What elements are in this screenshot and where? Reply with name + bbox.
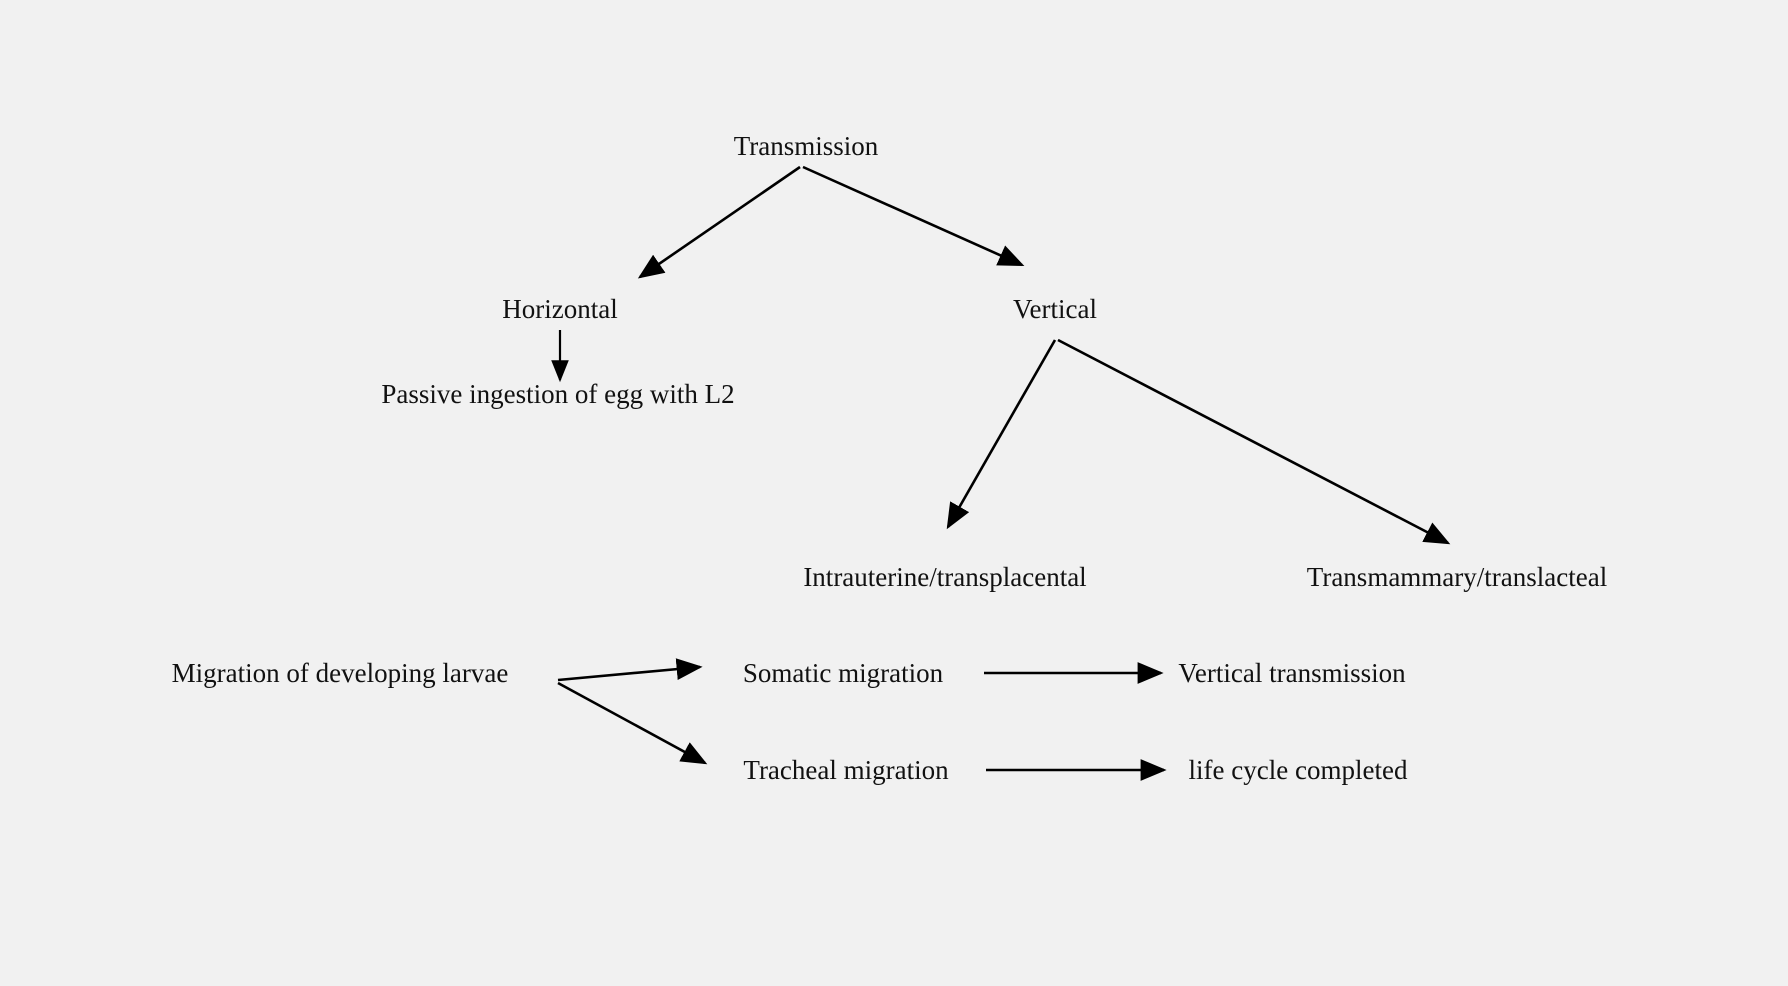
node-life-cycle-completed: life cycle completed: [1188, 755, 1408, 785]
node-transmammary-translacteal: Transmammary/translacteal: [1306, 562, 1608, 592]
node-passive-ingestion: Passive ingestion of egg with L2: [381, 379, 735, 409]
node-vertical-transmission: Vertical transmission: [1178, 658, 1406, 688]
node-intrauterine-transplacental: Intrauterine/transplacental: [803, 562, 1087, 592]
edge-transmission-vertical: [803, 167, 1022, 265]
node-vertical: Vertical: [1013, 294, 1097, 324]
edge-vertical-intrauterine: [948, 340, 1055, 527]
node-somatic-migration: Somatic migration: [742, 658, 944, 688]
node-transmission: Transmission: [733, 131, 879, 161]
node-migration-of-developing-larvae: Migration of developing larvae: [171, 658, 509, 688]
edge-transmission-horizontal: [640, 167, 800, 277]
edge-vertical-transmammary: [1058, 340, 1448, 543]
edge-larvae-tracheal: [558, 683, 705, 763]
node-tracheal-migration: Tracheal migration: [743, 755, 949, 785]
node-horizontal: Horizontal: [502, 294, 618, 324]
edge-larvae-somatic: [558, 667, 700, 680]
